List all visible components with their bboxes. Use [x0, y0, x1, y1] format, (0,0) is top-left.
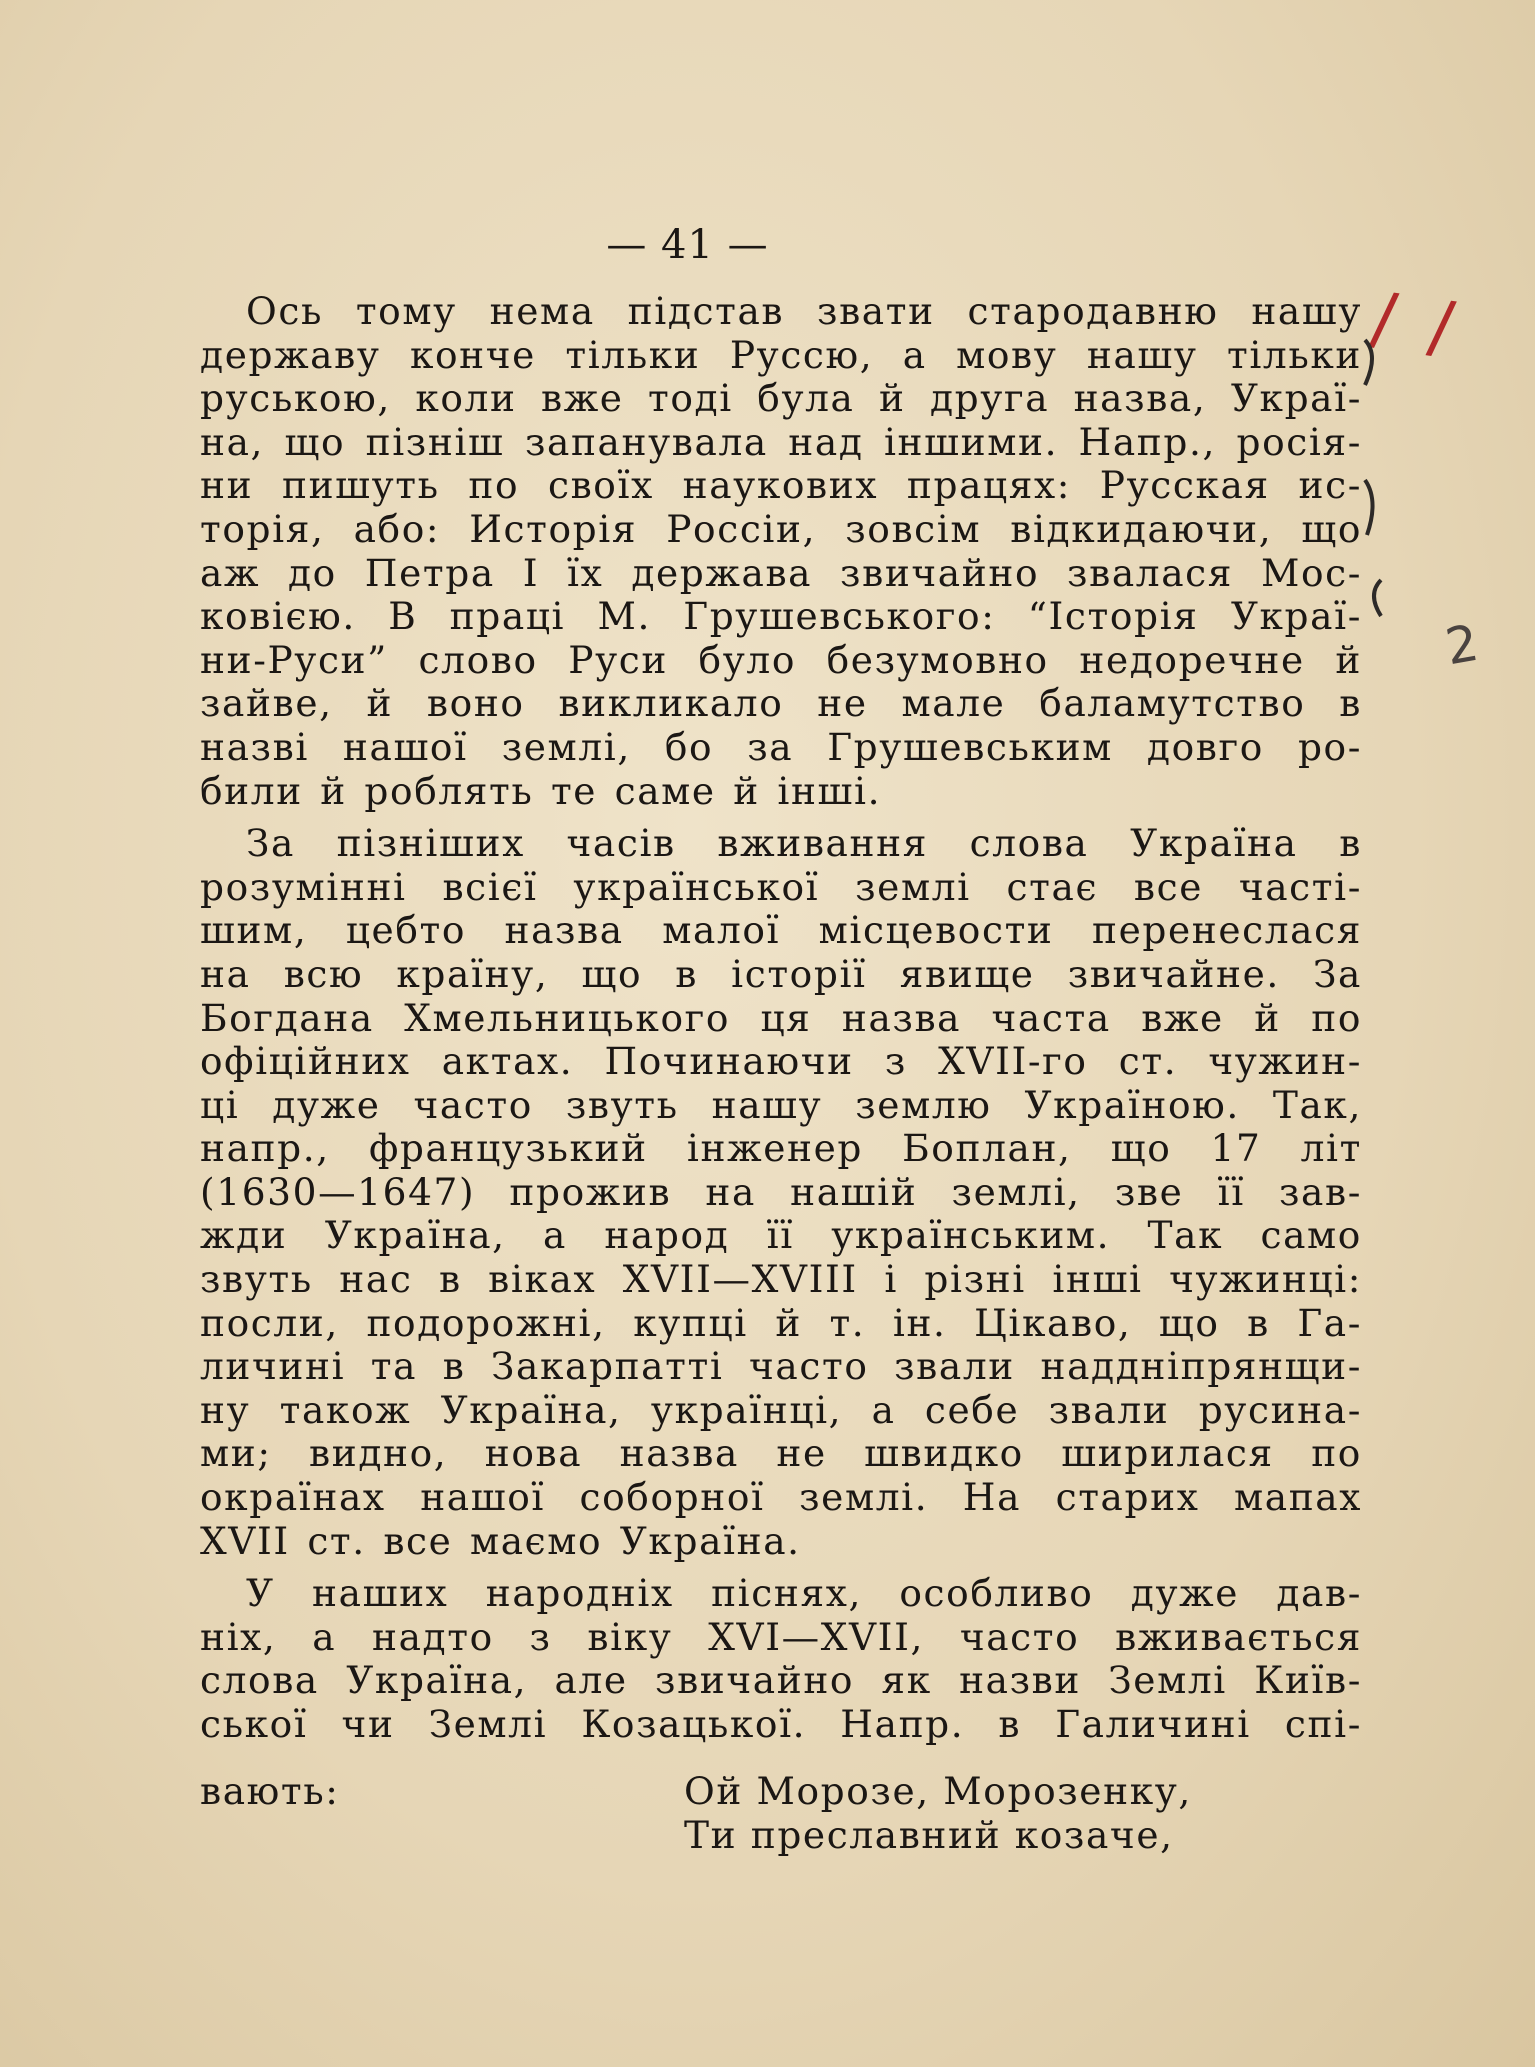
verse-row	[200, 1814, 1362, 1858]
page-number: — 41 —	[606, 222, 769, 268]
text-line: зайве, й воно викликало не мале баламутство в	[200, 682, 1362, 726]
text-line: Ось тому нема підстав звати стародавню нашу	[246, 290, 1362, 333]
red-margin-mark: / /	[1366, 276, 1465, 370]
text-line: руською, коли вже тоді була й друга назва, Украї-	[200, 377, 1362, 421]
pencil-margin-mark: 2	[1441, 613, 1483, 677]
verse-lead: вають:	[200, 1769, 340, 1813]
verse-block	[200, 1770, 1362, 1857]
text-line: ми; видно, нова назва не швидко ширилася по	[200, 1432, 1362, 1476]
text-line: ці дуже часто звуть нашу землю Україною. Так,	[200, 1083, 1362, 1127]
text-line: ковією. В праці М. Грушевського: “Історія Украї-	[200, 595, 1362, 639]
text-line: ни-Руси” слово Руси було безумовно недоречне й	[200, 638, 1362, 682]
text-line: посли, подорожні, купці й т. ін. Цікаво, що в Га-	[200, 1301, 1362, 1345]
text-line: ни пишуть по своїх наукових працях: Русская ис-	[200, 464, 1362, 508]
pencil-bracket-marks	[1355, 320, 1415, 640]
text-line: жди Україна, а народ її українським. Так само	[200, 1214, 1362, 1258]
text-line: У наших народніх піснях, особливо дуже дав-	[246, 1572, 1362, 1616]
text-line: слова Україна, але звичайно як назви Землі Київ-	[200, 1659, 1362, 1703]
text-line: аж до Петра І їх держава звичайно звалася Мос-	[200, 551, 1362, 595]
body-text	[200, 290, 1362, 1756]
text-line: Богдана Хмельницького ця назва часта вже й по	[200, 996, 1362, 1040]
verse-row	[200, 1770, 1362, 1814]
text-line: ну також Україна, українці, а себе звали русина-	[200, 1388, 1362, 1432]
text-line: на всю країну, що в історії явище звичайне. За	[200, 952, 1362, 996]
text-line: державу конче тільки Руссю, а мову нашу тільки	[200, 333, 1362, 377]
text-line: За пізніших часів вживання слова Україна в	[246, 822, 1362, 866]
text-line: окраїнах нашої соборної землі. На старих мапах	[200, 1476, 1362, 1520]
paragraph-3	[200, 1572, 1362, 1746]
text-line: шим, цебто назва малої місцевости перенеслася	[200, 909, 1362, 953]
verse-line: Ой Морозе, Морозенку,	[684, 1769, 1192, 1813]
paragraph-2	[200, 822, 1362, 1563]
text-line: розумінні всієї української землі стає все часті-	[200, 865, 1362, 909]
text-line: личині та в Закарпатті часто звали наддніпрянщи-	[200, 1345, 1362, 1389]
text-line: на, що пізніш запанувала над іншими. Напр., росія-	[200, 420, 1362, 464]
paragraph-1	[200, 290, 1362, 813]
text-line: звуть нас в віках XVII—XVIII і різні інші чужинці:	[200, 1258, 1362, 1302]
text-line: ніх, а надто з віку XVI—XVII, часто вживається	[200, 1615, 1362, 1659]
text-line: ської чи Землі Козацької. Напр. в Галичині спі-	[200, 1703, 1362, 1746]
text-line: офіційних актах. Починаючи з XVII-го ст. чужин-	[200, 1040, 1362, 1084]
text-line: били й роблять те саме й інші.	[200, 769, 882, 813]
text-line: торія, або: Исторія Россіи, зовсім відкидаючи, що	[200, 507, 1362, 551]
text-line: XVII ст. все маємо Україна.	[200, 1519, 801, 1563]
verse-line: Ти преславний козаче,	[684, 1812, 1174, 1857]
text-line: назві нашої землі, бо за Грушевським довго ро-	[200, 725, 1362, 769]
text-line: напр., французький інженер Боплан, що 17 літ	[200, 1127, 1362, 1171]
text-line: (1630—1647) прожив на нашій землі, зве її зав-	[200, 1170, 1362, 1214]
